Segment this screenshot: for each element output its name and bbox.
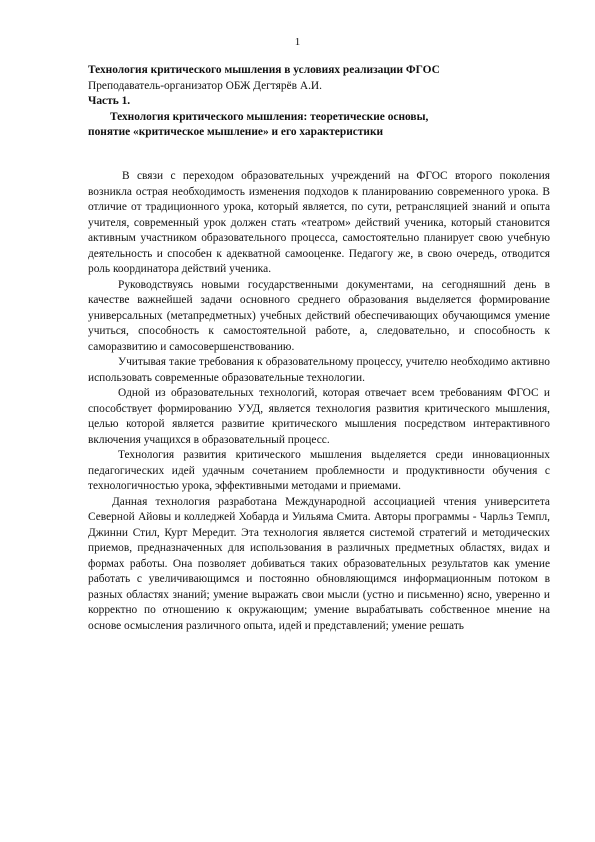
document-header [88,63,528,141]
author-line: Преподаватель-организатор ОБЖ Дегтярёв А.И. [88,79,322,92]
paragraph-3: Учитывая такие требования к образовательному процессу, учителю необходимо активно использовать современные образовательные технологии. [88,356,550,384]
paragraph-6: Данная технология разработана Международной ассоциацией чтения университета Северной Айовы и колледжей Хобарда и Уильяма Смита. Авторы программы - Чарльз Темпл, Джинни Стил, Курт Мередит. Эта технология является системой стратегий и методических приемов, предназначенных для использования в различных предметных областях, видах и формах работы. Она позволяет добиваться таких образовательных результатов как умение работать с увеличивающимся и постоянно обновляющимся информационным потоком в разных областях знаний; умение выражать свои мысли (устно и письменно) ясно, уверенно и корректно по отношению к окружающим; умение вырабатывать собственное мнение на основе осмысления различного опыта, идей и представлений; умение решать [88,495,550,632]
paragraph-4: Одной из образовательных технологий, которая отвечает всем требованиям ФГОС и способствует формированию УУД, является технология развития критического мышления, целью которой является развитие критического мышления посредством интерактивного включения учащихся в образовательный процесс. [88,387,550,446]
paragraph-1: В связи с переходом образовательных учреждений на ФГОС второго поколения возникла острая необходимость изменения подходов к планированию современного урока. В отличие от традиционного урока, который является, по сути, ретрансляцией знаний и опыта учителя, современный урок должен стать «театром» действий ученика, который становится активным участником образовательного процесса, самостоятельно планирует свою учебную деятельность и способен к адекватной самооценке. Педагогу же, в свою очередь, отводится роль координатора действий ученика. [88,170,550,275]
document-body [88,169,550,634]
section-heading-line-1: Технология критического мышления: теоретические основы, [110,110,429,123]
part-label: Часть 1. [88,95,131,107]
section-heading-line-2: понятие «критическое мышление» и его характеристики [88,126,384,138]
document-title: Технология критического мышления в условиях реализации ФГОС [88,64,440,76]
paragraph-2: Руководствуясь новыми государственными документами, на сегодняшний день в качестве важнейшей задачи основного среднего образования выделяется формирование универсальных (метапредметных) учебных действий обеспечивающих обучающимся умение учиться, способность к самостоятельной работе, а, следовательно, и способность к саморазвитию и самосовершенствованию. [88,278,550,353]
paragraph-5: Технология развития критического мышления выделяется среди инновационных педагогических идей удачным сочетанием проблемности и продуктивности обучения с технологичностью урока, эффективными методами и приемами. [88,449,550,492]
page-number: 1 [294,36,301,48]
